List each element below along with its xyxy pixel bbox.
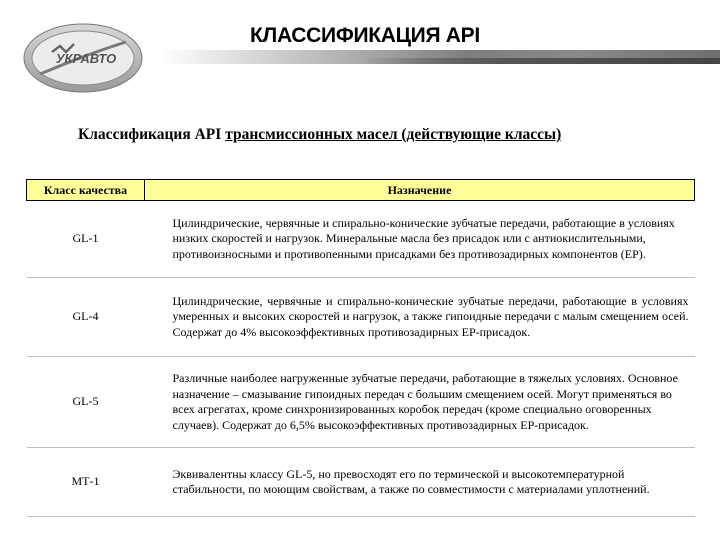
column-header-class: Класс качества [27,180,145,201]
table-row [27,201,695,278]
subtitle-underlined: трансмиссионных масел (действующие классы) [225,126,562,143]
company-logo [22,22,144,94]
class-cell: GL-4 [27,278,145,357]
purpose-cell: Цилиндрические, червячные и спирально-конические зубчатые передачи, работающие в условиях низких скоростей и нагрузок. Минеральные масла без присадок или с антиокислительными, противоизносными и противопенными присадками без противозадирных компонентов (EP). [145,201,695,278]
page-title: КЛАССИФИКАЦИЯ API [250,24,480,47]
table-row [27,278,695,357]
api-classification-table [26,179,695,517]
column-header-purpose: Назначение [145,180,695,201]
logo-text: УКРАВТО [55,51,117,66]
purpose-cell: Различные наиболее нагруженные зубчатые передачи, работающие в тяжелых условиях. Основное назначение – смазывание гипоидных передач с большим смещением осей. Могут применяться во всех агрегатах, кроме синхронизированных коробок передач (кроме специально оговоренных случаев). Содержат до 6,5% высокоэффективных противозадирных EP-присадок. [145,357,695,448]
purpose-cell: Эквивалентны классу GL-5, но превосходят его по термической и высокотемпературной стабильности, по моющим свойствам, а также по совместимости с материалами уплотнений. [145,448,695,517]
table-row [27,357,695,448]
class-cell: GL-5 [27,357,145,448]
class-cell: GL-1 [27,201,145,278]
table-row [27,448,695,517]
header-decoration-bar [160,50,720,64]
section-subtitle [78,126,561,144]
class-cell: МТ-1 [27,448,145,517]
purpose-cell: Цилиндрические, червячные и спирально-конические зубчатые передачи, работающие в условиях умеренных и высоких скоростей и нагрузок, а также гипоидные передачи с малым смещением осей. Содержат до 4% высокоэффективных противозадирных EP-присадок. [145,278,695,357]
table-header-row [27,180,695,201]
subtitle-prefix: Классификация API [78,126,226,143]
